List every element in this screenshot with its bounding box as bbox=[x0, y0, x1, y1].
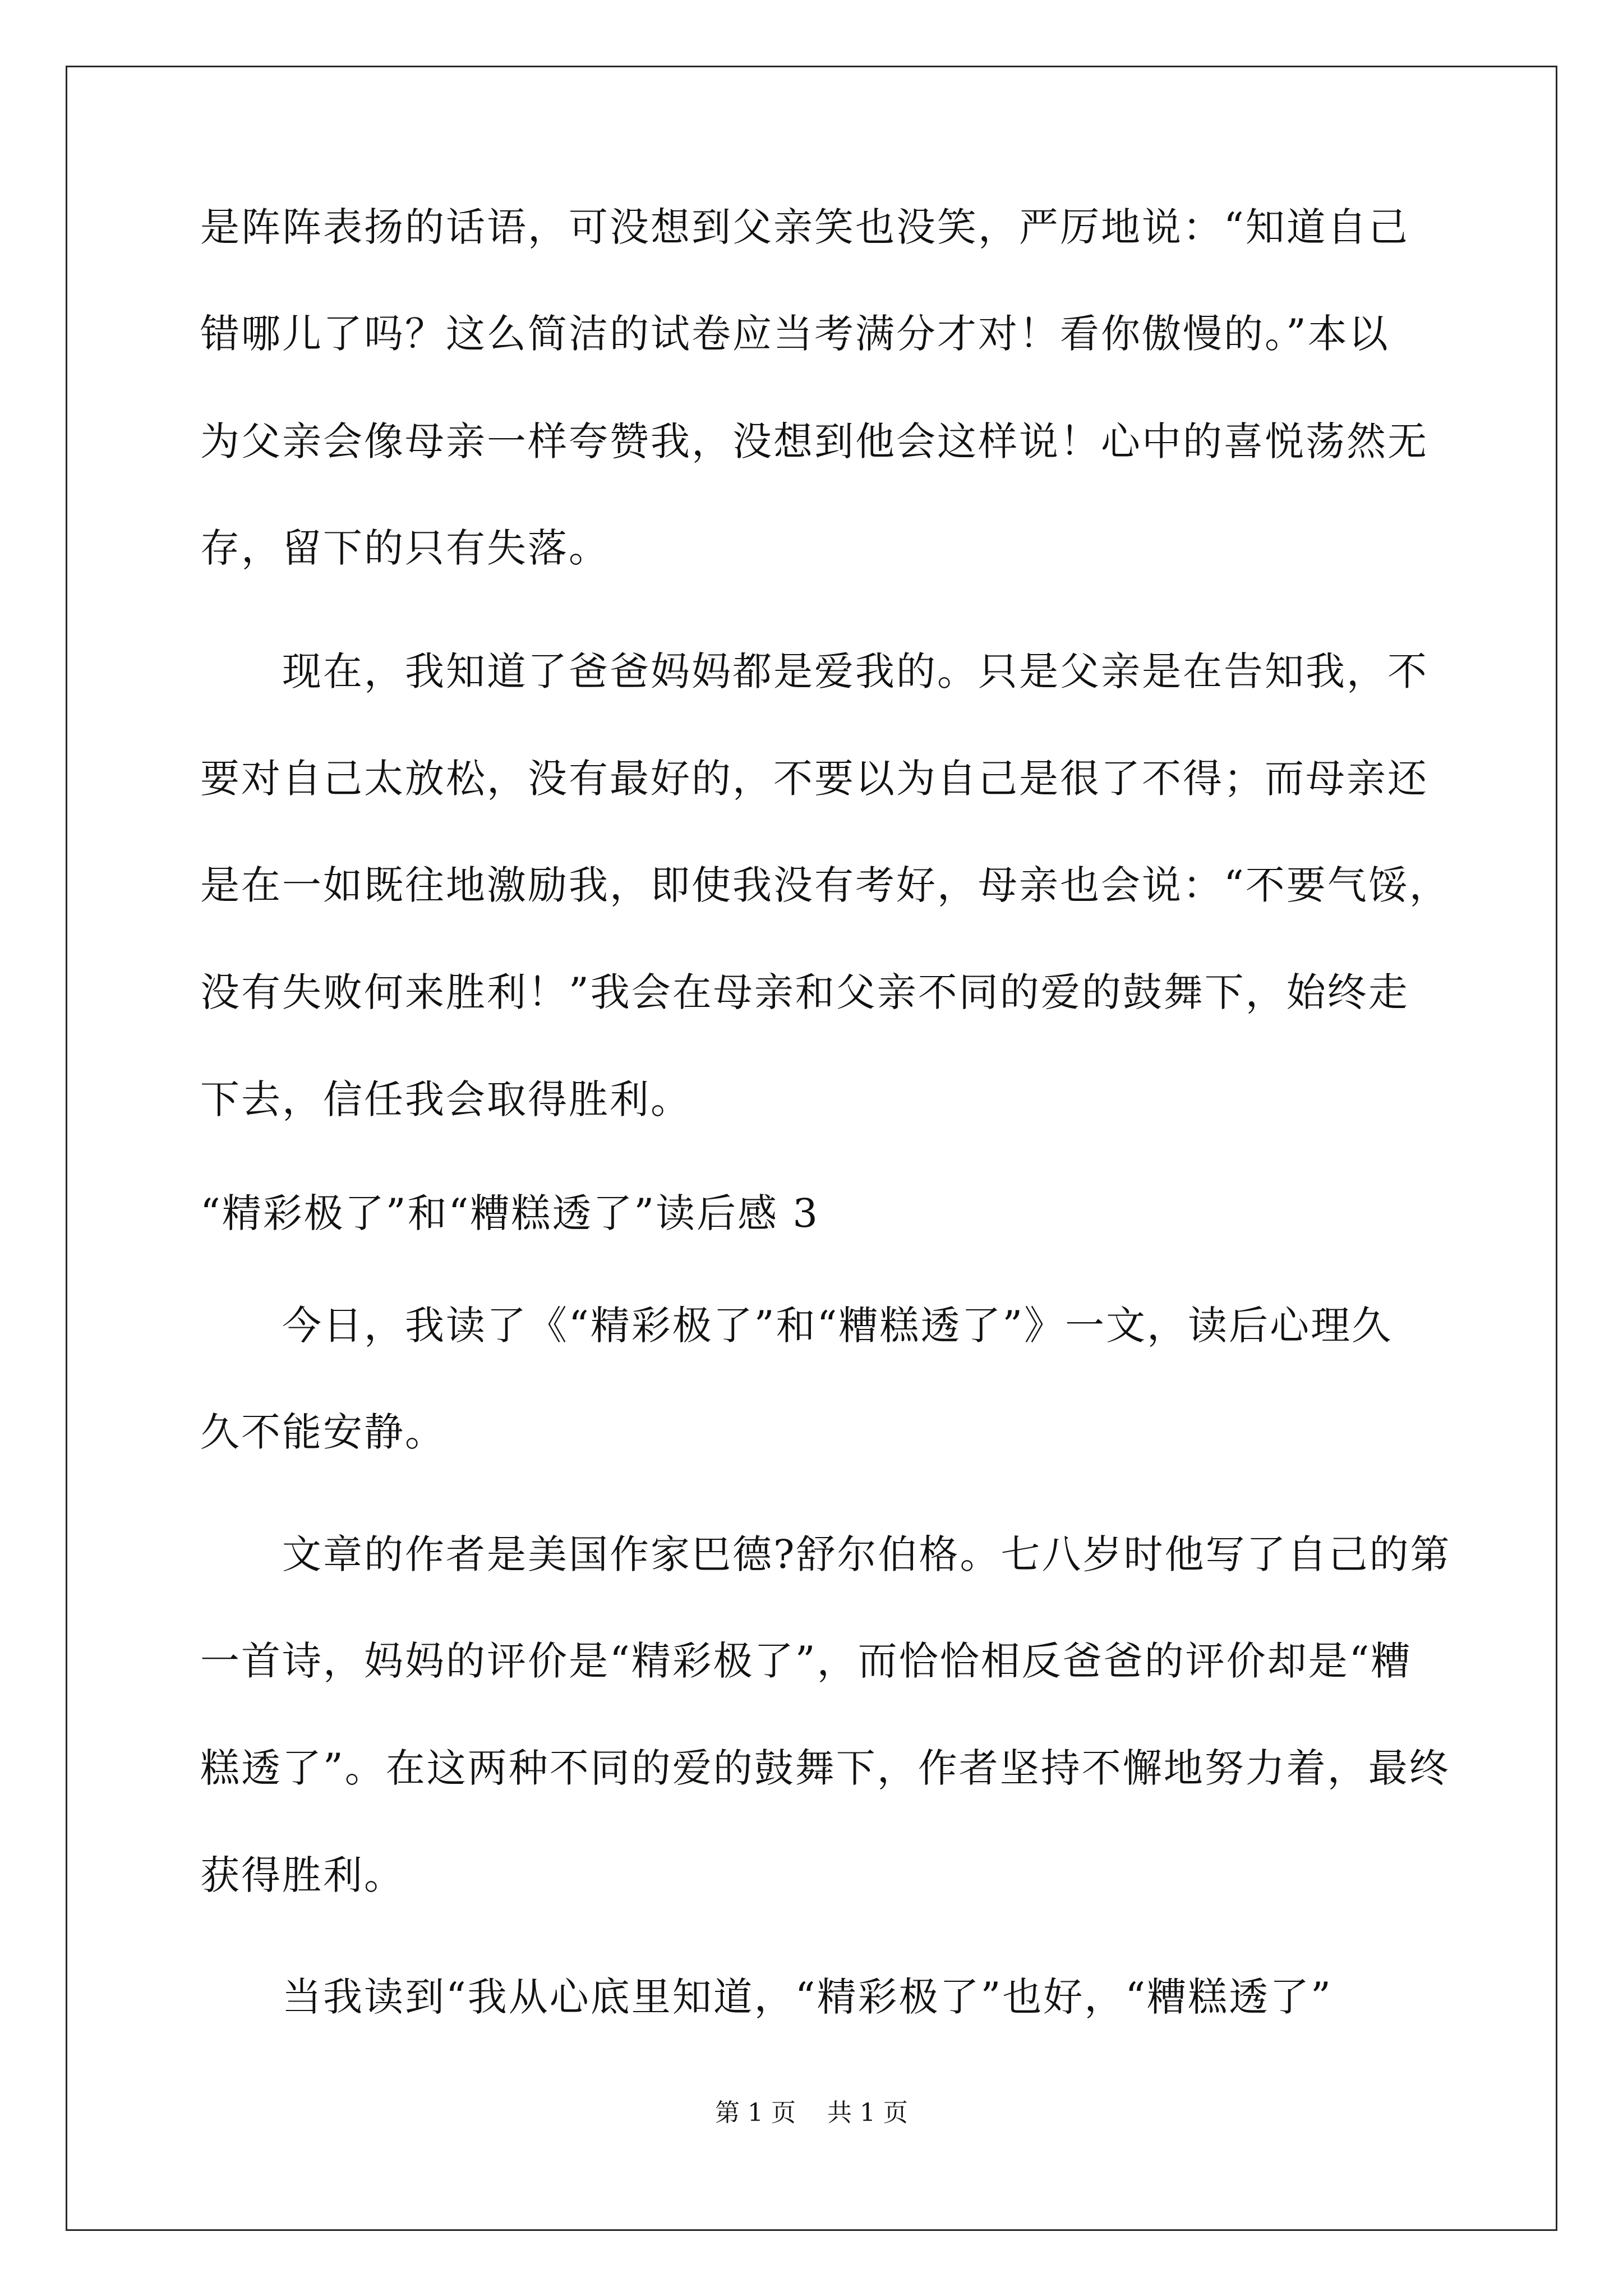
text-line: 一首诗，妈妈的评价是“精彩极了”，而恰恰相反爸爸的评价却是“糟 bbox=[200, 1638, 1412, 1684]
text-line: 现在，我知道了爸爸妈妈都是爱我的。只是父亲是在告知我，不 bbox=[200, 648, 1428, 694]
text-line: 糕透了”。在这两种不同的爱的鼓舞下，作者坚持不懈地努力着，最终 bbox=[200, 1745, 1450, 1791]
text-line: 存，留下的只有失落。 bbox=[200, 525, 610, 571]
text-line: 是在一如既往地激励我，即使我没有考好，母亲也会说：“不要气馁， bbox=[200, 862, 1450, 908]
text-line: 文章的作者是美国作家巴德?舒尔伯格。七八岁时他写了自己的第 bbox=[200, 1531, 1451, 1577]
page-footer: 第 1 页 共 1 页 bbox=[715, 2099, 908, 2127]
text-line: 为父亲会像母亲一样夸赞我，没想到他会这样说！心中的喜悦荡然无 bbox=[200, 418, 1428, 464]
text-line: 是阵阵表扬的话语，可没想到父亲笑也没笑，严厉地说：“知道自己 bbox=[200, 204, 1409, 250]
text-line: 久不能安静。 bbox=[200, 1409, 446, 1455]
text-line: 获得胜利。 bbox=[200, 1852, 405, 1898]
text-line: 今日，我读了《“精彩极了”和“糟糕透了”》一文，读后心理久 bbox=[200, 1303, 1393, 1349]
text-line: 没有失败何来胜利！”我会在母亲和父亲不同的爱的鼓舞下，始终走 bbox=[200, 969, 1409, 1015]
page-frame bbox=[66, 66, 1557, 2231]
text-line: 错哪儿了吗？这么简洁的试卷应当考满分才对！看你傲慢的。”本以 bbox=[200, 311, 1390, 357]
text-line: 要对自己太放松，没有最好的，不要以为自己是很了不得；而母亲还 bbox=[200, 756, 1428, 802]
text-line: 当我读到“我从心底里知道，“精彩极了”也好，“糟糕透了” bbox=[200, 1974, 1332, 2020]
section-heading: “精彩极了”和“糟糕透了”读后感 3 bbox=[200, 1190, 819, 1236]
text-line: 下去，信任我会取得胜利。 bbox=[200, 1076, 691, 1122]
